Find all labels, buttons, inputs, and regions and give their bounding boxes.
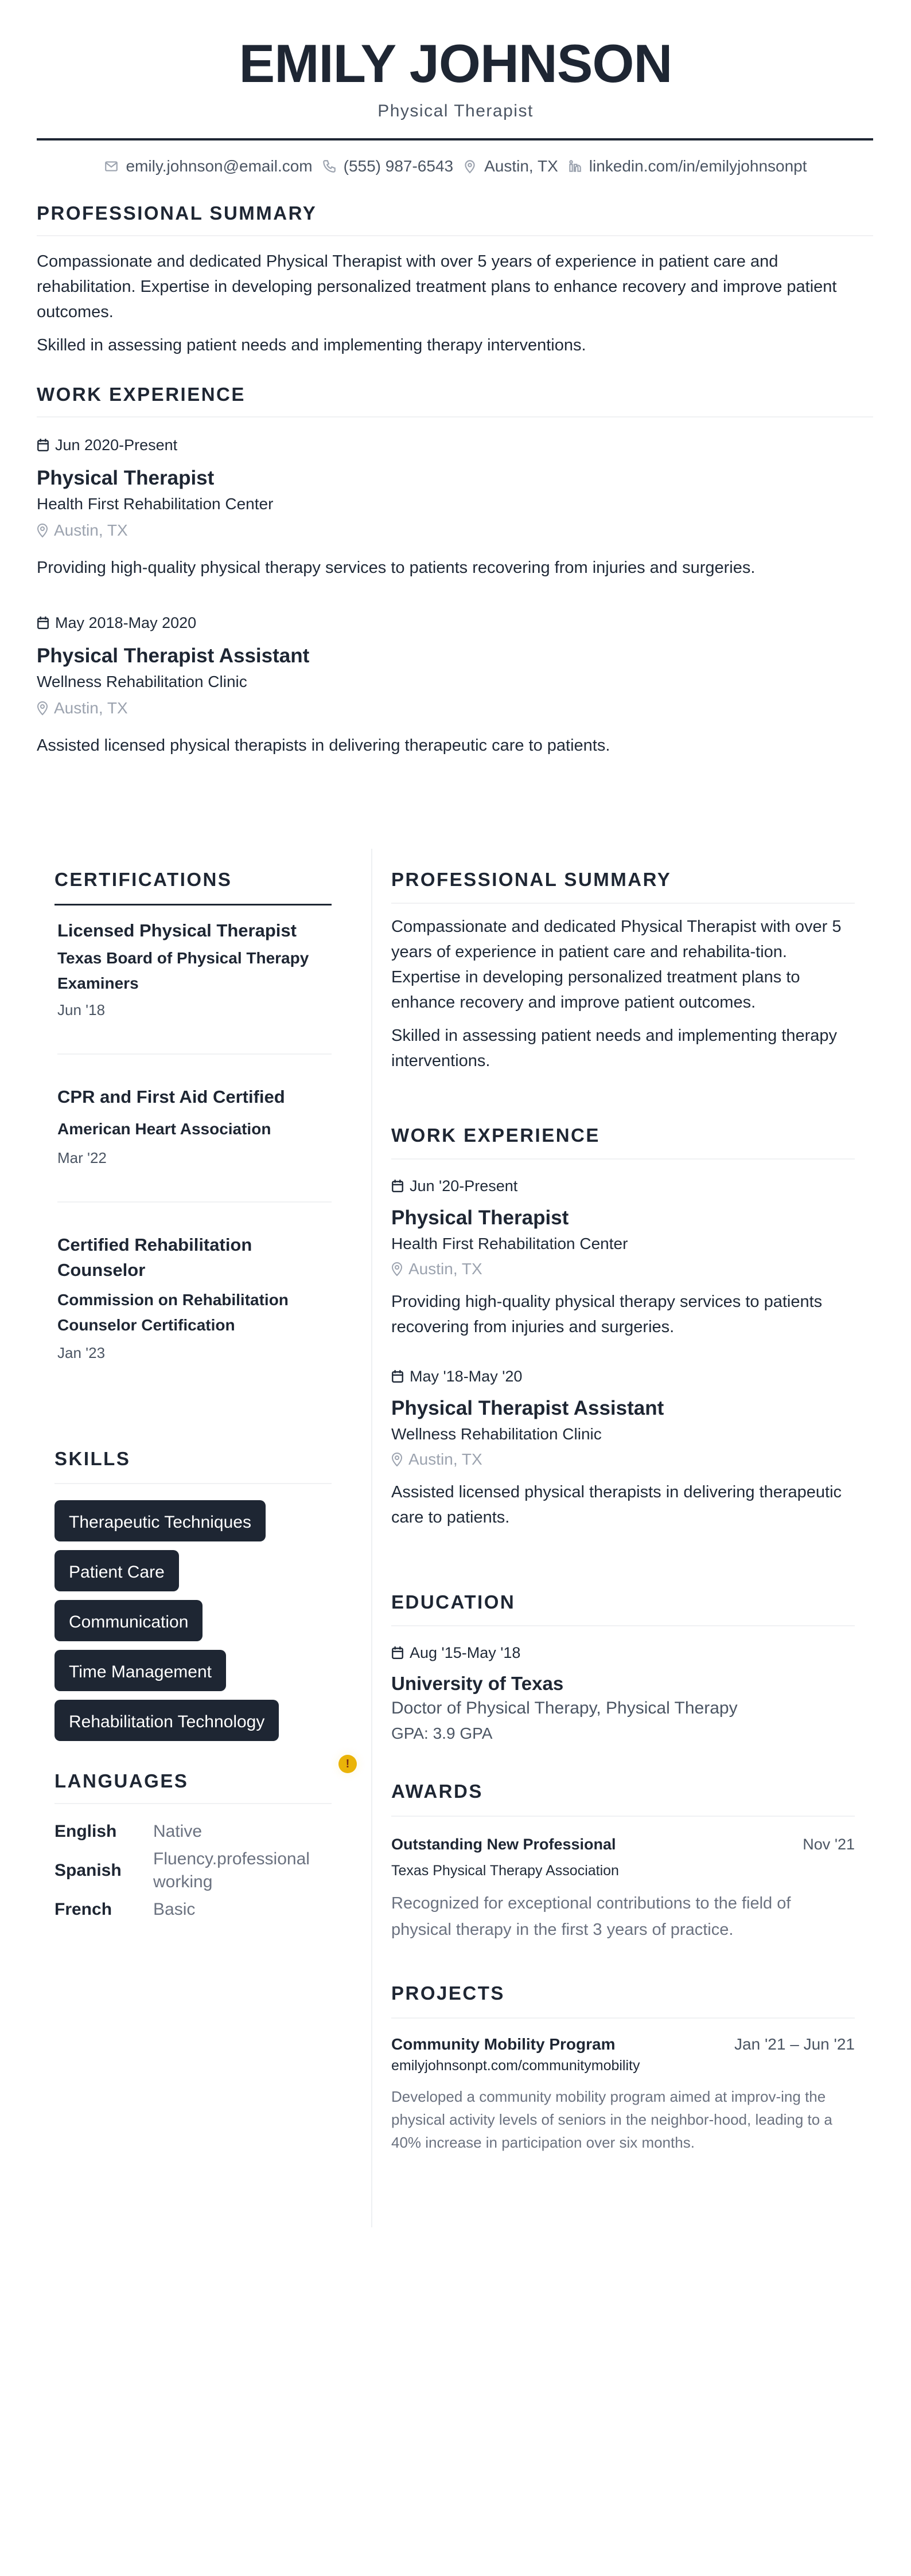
- award-header: [391, 1833, 855, 1856]
- section-heading: AWARDS: [391, 1781, 483, 1802]
- right-experience-section: [391, 1124, 855, 1530]
- section-divider: [391, 1158, 855, 1160]
- section-heading: LANGUAGES: [54, 1770, 189, 1792]
- job-description: Assisted licensed physical therapists in delivering therapeutic care to patients.: [391, 1483, 842, 1527]
- language-item: [54, 1848, 332, 1894]
- job-company: Health First Rehabilitation Center: [391, 1235, 628, 1252]
- job-dates: Jun '20-Present: [391, 1176, 855, 1196]
- calendar-icon: [37, 616, 49, 630]
- section-divider: [37, 235, 873, 236]
- section-divider: [54, 904, 332, 905]
- summary-paragraph: Compassionate and dedicated Physical Therapist with over 5 years of experience in patient care and rehabilitation. Expertise in developing personalized treatment plans to enhance recovery and improve patient outcomes.: [37, 252, 837, 321]
- job-location: Austin, TX: [391, 1449, 855, 1470]
- top-summary-section: [37, 202, 873, 358]
- certification-date: Mar '22: [57, 1149, 107, 1166]
- skill-tag: Patient Care: [54, 1550, 179, 1591]
- language-level: Basic: [153, 1900, 196, 1919]
- language-level: Native: [153, 1822, 203, 1841]
- column-divider: [371, 849, 372, 2227]
- section-heading: PROJECTS: [391, 1982, 505, 2004]
- section-divider: [391, 903, 855, 904]
- skill-tag: Time Management: [54, 1650, 226, 1691]
- certification-issuer: Texas Board of Physical Therapy Examiners: [57, 949, 309, 992]
- language-item: [54, 1898, 332, 1921]
- section-heading: SKILLS: [54, 1448, 131, 1469]
- project-link[interactable]: emilyjohnsonpt.com/communitymobility: [391, 2058, 640, 2074]
- section-heading: PROFESSIONAL SUMMARY: [391, 869, 672, 890]
- project-description: Developed a community mobility program aimed at improv-ing the physical activity levels of seniors in the neighbor-hood, leading to a 40% increase in participation over six months.: [391, 2088, 832, 2151]
- certification-date: Jan '23: [57, 1344, 106, 1361]
- job-title: Physical Therapist: [391, 1207, 569, 1229]
- section-heading: WORK EXPERIENCE: [391, 1125, 600, 1146]
- section-heading: WORK EXPERIENCE: [37, 384, 246, 405]
- location-pin-icon: [462, 159, 477, 174]
- education-degree: Doctor of Physical Therapy, Physical Therapy: [391, 1699, 738, 1718]
- phone-text: (555) 987-6543: [343, 157, 454, 175]
- certification-issuer: American Heart Association: [57, 1120, 271, 1138]
- job-description: Providing high-quality physical therapy services to patients recovering from injuries and surgeries.: [391, 1293, 823, 1336]
- certification-item: [54, 918, 332, 1020]
- job-description: Providing high-quality physical therapy services to patients recovering from injuries and surgeries.: [37, 559, 756, 577]
- job-title: Physical Therapist Assistant: [391, 1397, 664, 1419]
- calendar-icon: [391, 1179, 404, 1193]
- certification-name: CPR and First Aid Certified: [57, 1087, 285, 1107]
- job-title: Physical Therapist Assistant: [37, 645, 310, 667]
- project-header: [391, 2034, 855, 2055]
- job-company: Wellness Rehabilitation Clinic: [37, 673, 247, 690]
- contact-row: [0, 155, 911, 178]
- award-title: Outstanding New Professional: [391, 1836, 616, 1853]
- job-entry: [37, 435, 873, 580]
- job-entry: [391, 1366, 855, 1530]
- language-item: [54, 1820, 332, 1843]
- item-divider: [57, 1053, 332, 1055]
- top-experience-section: [37, 383, 873, 758]
- job-dates: Jun 2020-Present: [37, 435, 873, 455]
- location-text: Austin, TX: [484, 157, 558, 175]
- language-name: English: [54, 1822, 117, 1841]
- job-location: Austin, TX: [37, 697, 873, 719]
- section-divider: [391, 1816, 855, 1817]
- job-company: Wellness Rehabilitation Clinic: [391, 1425, 602, 1443]
- section-divider: [37, 416, 873, 417]
- education-section: [391, 1591, 855, 1744]
- certification-name: Certified Rehabilitation Counselor: [57, 1235, 252, 1280]
- linkedin-icon: [567, 159, 582, 174]
- project-title: Community Mobility Program: [391, 2035, 616, 2053]
- education-gpa: GPA: 3.9 GPA: [391, 1724, 493, 1742]
- location-pin-icon: [391, 1262, 403, 1277]
- skill-tag: Communication: [54, 1600, 203, 1641]
- warning-badge[interactable]: !: [338, 1755, 357, 1773]
- contact-linkedin[interactable]: [567, 157, 807, 175]
- location-pin-icon: [37, 523, 48, 538]
- project-item: [391, 2034, 855, 2154]
- award-issuer: Texas Physical Therapy Association: [391, 1863, 619, 1879]
- award-description: Recognized for exceptional contributions to the field of physical therapy in the first 3 years of practice.: [391, 1894, 791, 1939]
- job-location: Austin, TX: [391, 1258, 855, 1280]
- job-entry: [391, 1176, 855, 1340]
- skills-list: [54, 1500, 332, 1741]
- summary-paragraph: Skilled in assessing patient needs and implementing therapy interventions.: [391, 1027, 838, 1070]
- contact-phone[interactable]: [322, 157, 453, 175]
- section-divider: [54, 1483, 332, 1484]
- languages-list: [54, 1820, 332, 1921]
- languages-section: [54, 1770, 332, 1921]
- job-description: Assisted licensed physical therapists in delivering therapeutic care to patients.: [37, 736, 610, 755]
- section-heading: PROFESSIONAL SUMMARY: [37, 202, 317, 224]
- right-summary-section: [391, 868, 855, 1074]
- education-school: University of Texas: [391, 1673, 564, 1694]
- skills-section: [54, 1447, 332, 1741]
- certification-name: Licensed Physical Therapist: [57, 920, 297, 940]
- item-divider: [57, 1201, 332, 1203]
- job-dates: May 2018-May 2020: [37, 612, 873, 633]
- section-divider: [391, 2017, 855, 2019]
- linkedin-text: linkedin.com/in/emilyjohnsonpt: [589, 157, 807, 175]
- awards-section: [391, 1780, 855, 1943]
- language-name: French: [54, 1900, 112, 1919]
- summary-paragraph: Skilled in assessing patient needs and implementing therapy interventions.: [37, 336, 586, 354]
- projects-section: [391, 1982, 855, 2154]
- education-dates: Aug '15-May '18: [391, 1642, 855, 1663]
- certification-item: [54, 1084, 332, 1168]
- candidate-name: EMILY JOHNSON: [239, 33, 672, 93]
- section-divider: [391, 1625, 855, 1626]
- language-level: Fluency.professional working: [153, 1849, 310, 1891]
- section-divider: [54, 1803, 332, 1804]
- calendar-icon: [37, 438, 49, 452]
- calendar-icon: [391, 1646, 404, 1660]
- language-name: Spanish: [54, 1861, 122, 1880]
- email-text: emily.johnson@email.com: [126, 157, 313, 175]
- job-company: Health First Rehabilitation Center: [37, 495, 274, 513]
- job-dates: May '18-May '20: [391, 1366, 855, 1387]
- calendar-icon: [391, 1369, 404, 1383]
- job-entry: [37, 612, 873, 758]
- mail-icon: [104, 159, 119, 174]
- section-heading: EDUCATION: [391, 1591, 516, 1613]
- candidate-title: Physical Therapist: [377, 102, 534, 120]
- award-date: Nov '21: [803, 1836, 855, 1853]
- location-pin-icon: [391, 1452, 403, 1467]
- skill-tag: Therapeutic Techniques: [54, 1500, 266, 1541]
- job-location: Austin, TX: [37, 520, 873, 541]
- contact-location: [462, 157, 558, 175]
- summary-paragraph: Compassionate and dedicated Physical Therapist with over 5 years of experience in patient care and rehabilita-tion. Expertise in developing personalized treatment plans to enhance recovery and improve patient outcomes.: [391, 918, 842, 1012]
- project-dates: Jan '21 – Jun '21: [734, 2035, 855, 2053]
- certification-issuer: Commission on Rehabilitation Counselor Certification: [57, 1291, 289, 1334]
- skill-tag: Rehabilitation Technology: [54, 1700, 279, 1741]
- section-heading: CERTIFICATIONS: [54, 869, 232, 890]
- phone-icon: [322, 159, 337, 174]
- certifications-section: [54, 868, 332, 1363]
- location-pin-icon: [37, 701, 48, 716]
- certification-item: [54, 1232, 332, 1363]
- certification-date: Jun '18: [57, 1001, 106, 1018]
- job-title: Physical Therapist: [37, 467, 215, 489]
- award-item: [391, 1833, 855, 1943]
- header-divider: [37, 138, 873, 140]
- contact-email[interactable]: [104, 157, 312, 175]
